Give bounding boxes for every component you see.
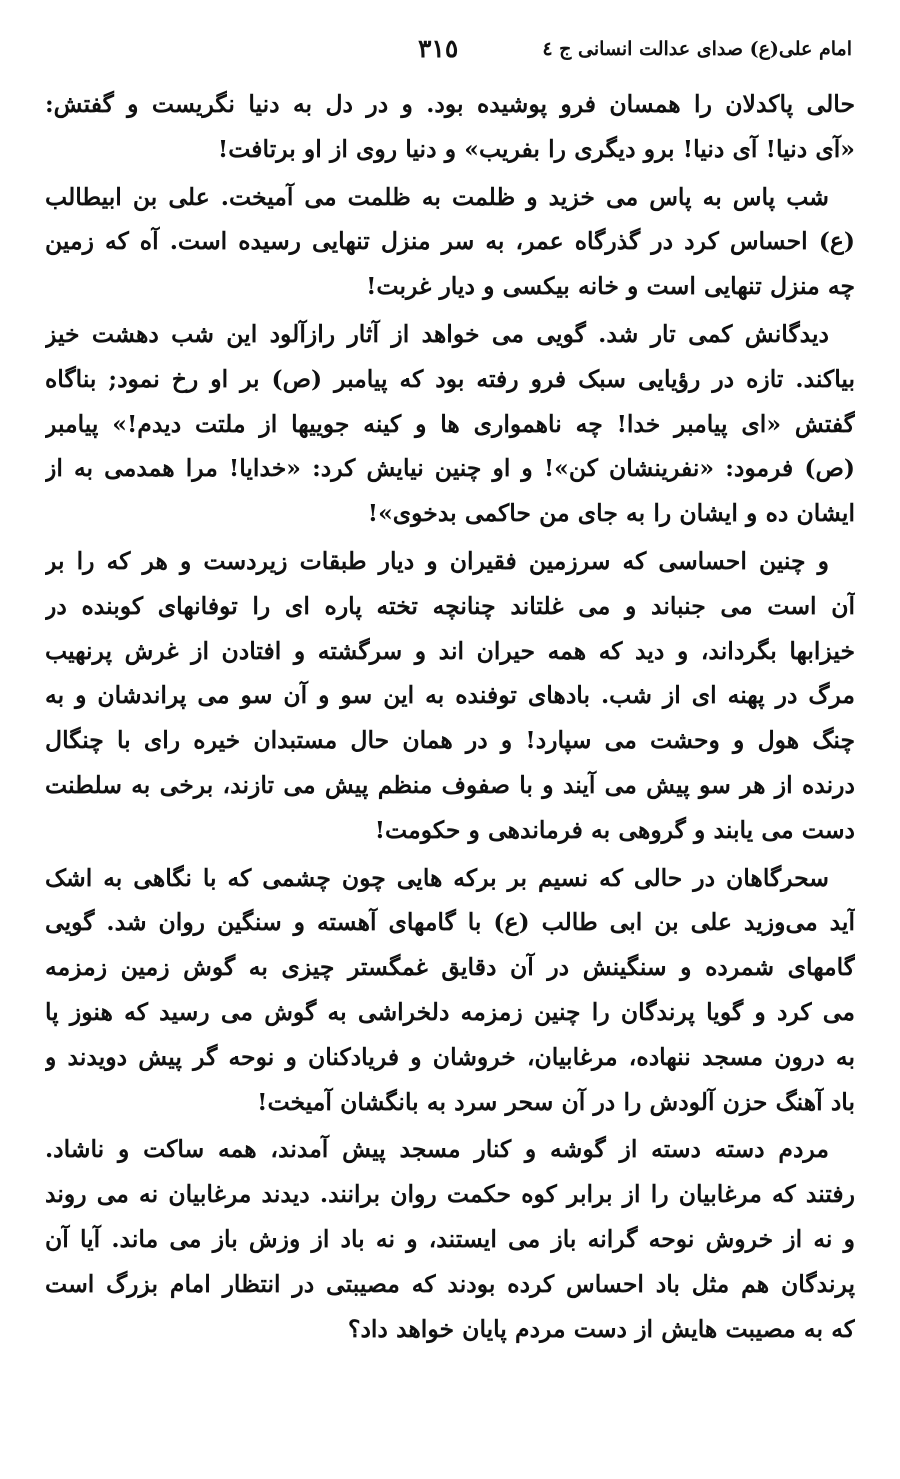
text-line: دست می یابند و گروهی به فرماندهی و حکومت!: [374, 815, 855, 844]
text-line: آن است می جنباند و می غلتاند چنانچه تخته پاره ای را توفانهای کوبنده در: [45, 591, 855, 620]
text-line: می کرد و گویا پرندگان را چنین زمزمه دلخراشی به گوش می رسید که هنوز پا: [45, 997, 855, 1026]
text-line: سحرگاهان در حالی که نسیم بر برکه هایی چون چشمی که با نگاهی به اشک: [45, 863, 829, 892]
text-line: و نه از خروش نوحه گرانه باز می ایستند، و نه باد از وزش باز می ماند. آیا آن: [45, 1224, 855, 1253]
text-line: پرندگان هم مثل باد احساس کرده بودند که مصیبتی در انتظار امام بزرگ است: [45, 1269, 855, 1298]
text-line: که به مصیبت هایش از دست مردم پایان خواهد داد؟: [347, 1314, 855, 1343]
paragraph: [45, 1127, 855, 1351]
running-header: [48, 34, 852, 74]
text-line: گفتش «ای پیامبر خدا! چه ناهمواری ها و کینه جوییها از ملتت دیدم!» پیامبر: [45, 409, 855, 438]
text-line: (ص) فرمود: «نفرینشان کن»! و او چنین نیایش کرد: «خدایا! مرا همدمی به از: [45, 454, 855, 483]
body-text: [45, 82, 855, 1351]
text-line: به درون مسجد ننهاده، مرغابیان، خروشان و فریادکنان و نوحه گر پیش دویدند و: [45, 1042, 855, 1071]
text-line: «آی دنیا! آی دنیا! برو دیگری را بفریب» و دنیا روی از او برتافت!: [217, 134, 855, 163]
book-title: امام علی(ع) صدای عدالت انسانی ج ٤: [542, 38, 852, 60]
text-line: دیدگانش کمی تار شد. گویی می خواهد از آثار رازآلود این شب دهشت خیز: [45, 319, 829, 348]
paragraph: [45, 82, 855, 172]
text-line: رفتند که مرغابیان را از برابر کوه حکمت روان برانند. دیدند مرغابیان نه می روند: [45, 1180, 855, 1209]
text-line: آید می‌وزید علی بن ابی طالب (ع) با گامهای آهسته و سنگین روان شد. گویی: [45, 908, 855, 937]
text-line: باد آهنگ حزن آلودش را در آن سحر سرد به بانگشان آمیخت!: [257, 1087, 855, 1116]
text-line: خیزابها بگرداند، و دید که همه حیران اند و سرگشته و افتادن از غرش پرنهیب: [45, 636, 855, 665]
text-line: مردم دسته دسته از گوشه و کنار مسجد پیش آمدند، همه ساکت و ناشاد.: [45, 1135, 829, 1164]
text-line: حالی پاکدلان را همسان فرو پوشیده بود. و در دل به دنیا نگریست و گفتش:: [45, 90, 855, 118]
text-line: ایشان ده و ایشان را به جای من حاکمی بدخوی»!: [367, 499, 855, 528]
paragraph: [45, 312, 855, 536]
paragraph: [45, 175, 855, 309]
text-line: (ع) احساس کرد در گذرگاه عمر، به سر منزل تنهایی رسیده است. آه که زمین: [45, 227, 855, 256]
text-line: مرگ در پهنه ای از شب. بادهای توفنده به این سو و آن سو می پراندشان و به: [45, 681, 855, 710]
paragraph: [45, 856, 855, 1125]
text-line: بیاکند. تازه در رؤیایی سبک فرو رفته بود که پیامبر (ص) بر او رخ نمود; بناگاه: [45, 364, 855, 393]
text-line: چه منزل تنهایی است و خانه بیکسی و دیار غربت!: [366, 272, 855, 301]
page-number: ٣١٥: [418, 34, 459, 63]
text-line: چنگ هول و وحشت می سپارد! و در همان حال مستبدان خیره رای با چنگال: [45, 726, 855, 755]
text-line: شب پاس به پاس می خزید و ظلمت به ظلمت می آمیخت. علی بن ابیطالب: [45, 182, 829, 211]
text-line: گامهای شمرده و سنگینش در آن دقایق غمگستر چیزی به گوش زمین زمزمه: [45, 953, 855, 982]
paragraph: [45, 539, 855, 853]
text-line: و چنین احساسی که سرزمین فقیران و دیار طبقات زیردست و هر که را بر: [45, 546, 829, 575]
text-line: درنده از هر سو پیش می آیند و با صفوف منظم پیش می تازند، برخی به سلطنت: [45, 770, 855, 799]
